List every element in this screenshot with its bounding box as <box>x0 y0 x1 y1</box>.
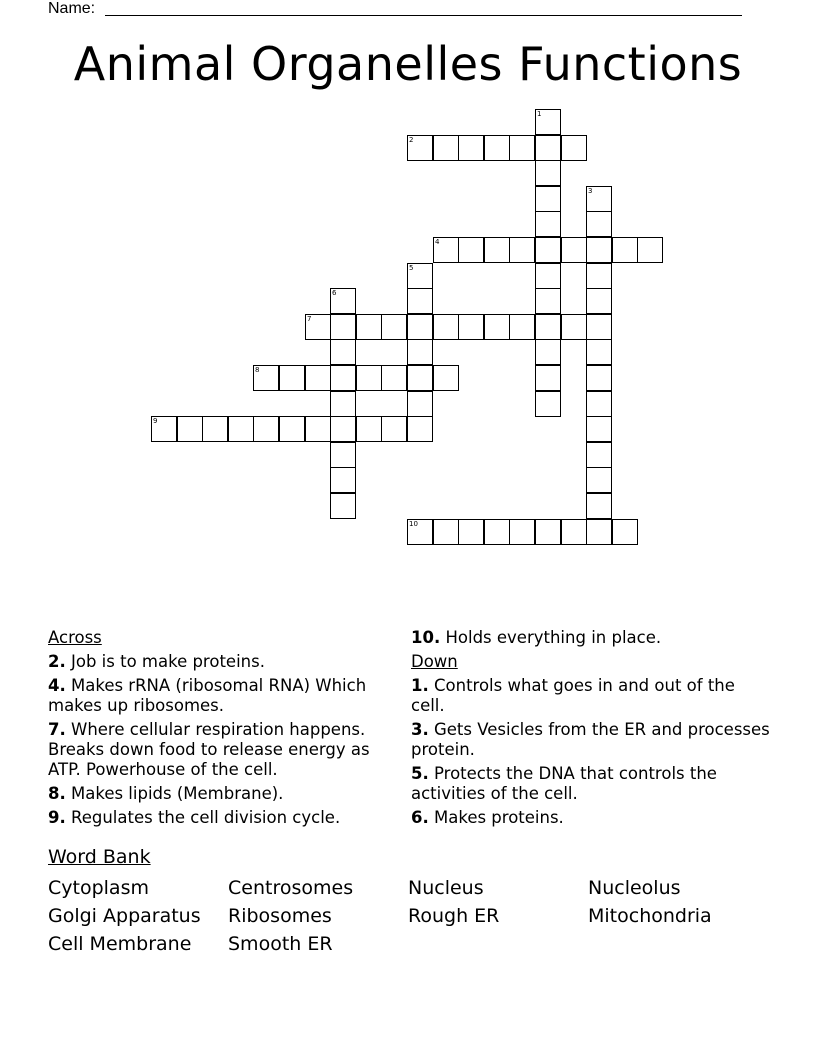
crossword-cell[interactable] <box>330 288 356 314</box>
crossword-cell[interactable] <box>458 237 484 263</box>
cell-number: 9 <box>153 417 158 425</box>
crossword-cell[interactable] <box>535 109 561 135</box>
crossword-cell[interactable] <box>535 365 561 391</box>
word-bank-item: Ribosomes <box>228 905 332 927</box>
crossword-cell[interactable] <box>612 237 638 263</box>
clue-text: Holds everything in place. <box>445 628 662 647</box>
page-title: Animal Organelles Functions <box>73 37 743 91</box>
crossword-cell[interactable] <box>407 339 433 365</box>
clue-text: Protects the DNA that controls the activities of the cell. <box>411 764 717 803</box>
crossword-cell[interactable] <box>535 186 561 212</box>
clue-number: 5. <box>411 764 429 783</box>
crossword-cell[interactable] <box>330 314 356 340</box>
clue-text: Makes rRNA (ribosomal RNA) Which makes up ribosomes. <box>48 676 367 715</box>
down-clue <box>411 808 771 828</box>
clue-number: 8. <box>48 784 66 803</box>
crossword-cell[interactable] <box>484 237 510 263</box>
word-bank-item: Nucleolus <box>588 877 681 899</box>
crossword-cell[interactable] <box>509 237 535 263</box>
crossword-cell[interactable] <box>612 519 638 545</box>
clue-text: Job is to make proteins. <box>71 652 265 671</box>
crossword-cell[interactable] <box>253 365 279 391</box>
word-bank-item: Cell Membrane <box>48 933 192 955</box>
crossword-cell[interactable] <box>561 519 587 545</box>
crossword-cell[interactable] <box>586 493 612 519</box>
clue-number: 9. <box>48 808 66 827</box>
word-bank-item: Golgi Apparatus <box>48 905 201 927</box>
down-clue <box>411 764 771 804</box>
crossword-cell[interactable] <box>586 416 612 442</box>
crossword-cell[interactable] <box>381 365 407 391</box>
crossword-cell[interactable] <box>561 314 587 340</box>
word-bank-item: Mitochondria <box>588 905 712 927</box>
clue-text: Makes lipids (Membrane). <box>71 784 284 803</box>
across-clue <box>48 784 398 804</box>
clue-number: 10. <box>411 628 441 647</box>
word-bank-item: Centrosomes <box>228 877 354 899</box>
clue-number: 7. <box>48 720 66 739</box>
crossword-cell[interactable] <box>586 339 612 365</box>
crossword-cell[interactable] <box>535 314 561 340</box>
crossword-cell[interactable] <box>407 314 433 340</box>
crossword-cell[interactable] <box>279 416 305 442</box>
crossword-cell[interactable] <box>330 493 356 519</box>
crossword-cell[interactable] <box>202 416 228 442</box>
crossword-cell[interactable] <box>586 519 612 545</box>
crossword-cell[interactable] <box>407 365 433 391</box>
cell-number: 7 <box>307 315 312 323</box>
cell-number: 6 <box>332 289 337 297</box>
crossword-cell[interactable] <box>458 519 484 545</box>
crossword-cell[interactable] <box>330 416 356 442</box>
crossword-cell[interactable] <box>279 365 305 391</box>
clue-number: 6. <box>411 808 429 827</box>
crossword-cell[interactable] <box>407 519 433 545</box>
word-bank-item: Smooth ER <box>228 933 333 955</box>
clue-number: 2. <box>48 652 66 671</box>
across-clue <box>48 652 398 672</box>
crossword-cell[interactable] <box>484 135 510 161</box>
crossword-cell[interactable] <box>330 391 356 417</box>
word-bank <box>48 874 788 958</box>
across-clue <box>48 808 398 828</box>
cell-number: 3 <box>588 187 593 195</box>
word-bank-item: Nucleus <box>408 877 484 899</box>
crossword-cell[interactable] <box>356 416 382 442</box>
crossword-cell[interactable] <box>535 160 561 186</box>
crossword-cell[interactable] <box>561 135 587 161</box>
crossword-cell[interactable] <box>586 211 612 237</box>
crossword-cell[interactable] <box>305 416 331 442</box>
crossword-cell[interactable] <box>433 237 459 263</box>
across-clue <box>48 676 398 716</box>
crossword-cell[interactable] <box>330 467 356 493</box>
across-heading: Across <box>48 628 102 647</box>
crossword-cell[interactable] <box>458 135 484 161</box>
crossword-cell[interactable] <box>535 339 561 365</box>
crossword-cell[interactable] <box>535 519 561 545</box>
crossword-cell[interactable] <box>586 365 612 391</box>
cell-number: 8 <box>255 366 260 374</box>
crossword-cell[interactable] <box>561 237 587 263</box>
clue-text: Makes proteins. <box>434 808 564 827</box>
crossword-cell[interactable] <box>535 263 561 289</box>
crossword-cell[interactable] <box>330 339 356 365</box>
clue-number: 4. <box>48 676 66 695</box>
crossword-cell[interactable] <box>535 135 561 161</box>
crossword-cell[interactable] <box>330 365 356 391</box>
down-heading: Down <box>411 652 458 671</box>
crossword-cell[interactable] <box>509 519 535 545</box>
crossword-cell[interactable] <box>433 519 459 545</box>
word-bank-item: Rough ER <box>408 905 500 927</box>
crossword-cell[interactable] <box>253 416 279 442</box>
cell-number: 4 <box>435 238 440 246</box>
crossword-cell[interactable] <box>228 416 254 442</box>
across-clue <box>48 720 398 780</box>
crossword-cell[interactable] <box>407 416 433 442</box>
cell-number: 5 <box>409 264 414 272</box>
crossword-cell[interactable] <box>535 288 561 314</box>
across-clue <box>411 628 771 648</box>
clue-text: Where cellular respiration happens. Breaks down food to release energy as ATP. Powerhouse of the cell. <box>48 720 370 779</box>
clue-number: 1. <box>411 676 429 695</box>
crossword-cell[interactable] <box>407 135 433 161</box>
crossword-cell[interactable] <box>586 186 612 212</box>
crossword-cell[interactable] <box>535 237 561 263</box>
word-bank-title: Word Bank <box>48 846 151 868</box>
crossword-cell[interactable] <box>433 365 459 391</box>
crossword-cell[interactable] <box>407 391 433 417</box>
clue-text: Regulates the cell division cycle. <box>71 808 341 827</box>
crossword-cell[interactable] <box>637 237 663 263</box>
crossword-cell[interactable] <box>151 416 177 442</box>
name-label: Name: <box>48 0 96 17</box>
crossword-cell[interactable] <box>586 442 612 468</box>
crossword-cell[interactable] <box>586 288 612 314</box>
crossword-cell[interactable] <box>509 314 535 340</box>
crossword-cell[interactable] <box>381 314 407 340</box>
clue-text: Gets Vesicles from the ER and processes protein. <box>411 720 770 759</box>
crossword-cell[interactable] <box>586 467 612 493</box>
crossword-cell[interactable] <box>484 519 510 545</box>
clue-text: Controls what goes in and out of the cell. <box>411 676 735 715</box>
crossword-cell[interactable] <box>586 391 612 417</box>
crossword-cell[interactable] <box>458 314 484 340</box>
crossword-cell[interactable] <box>305 365 331 391</box>
clues-left-column <box>48 628 398 832</box>
clues-right-column <box>411 628 771 832</box>
crossword-cell[interactable] <box>535 211 561 237</box>
crossword-cell[interactable] <box>177 416 203 442</box>
down-clue <box>411 676 771 716</box>
crossword-cell[interactable] <box>586 314 612 340</box>
cell-number: 10 <box>409 520 418 528</box>
crossword-cell[interactable] <box>381 416 407 442</box>
crossword-cell[interactable] <box>356 365 382 391</box>
crossword-cell[interactable] <box>509 135 535 161</box>
word-bank-item: Cytoplasm <box>48 877 149 899</box>
crossword-cell[interactable] <box>535 391 561 417</box>
cell-number: 2 <box>409 136 414 144</box>
crossword-cell[interactable] <box>433 314 459 340</box>
crossword-cell[interactable] <box>356 314 382 340</box>
crossword-cell[interactable] <box>433 135 459 161</box>
clue-number: 3. <box>411 720 429 739</box>
crossword-cell[interactable] <box>407 263 433 289</box>
crossword-cell[interactable] <box>484 314 510 340</box>
cell-number: 1 <box>537 110 542 118</box>
crossword-cell[interactable] <box>586 237 612 263</box>
crossword-cell[interactable] <box>586 263 612 289</box>
crossword-cell[interactable] <box>330 442 356 468</box>
down-clue <box>411 720 771 760</box>
crossword-cell[interactable] <box>407 288 433 314</box>
crossword-cell[interactable] <box>305 314 331 340</box>
